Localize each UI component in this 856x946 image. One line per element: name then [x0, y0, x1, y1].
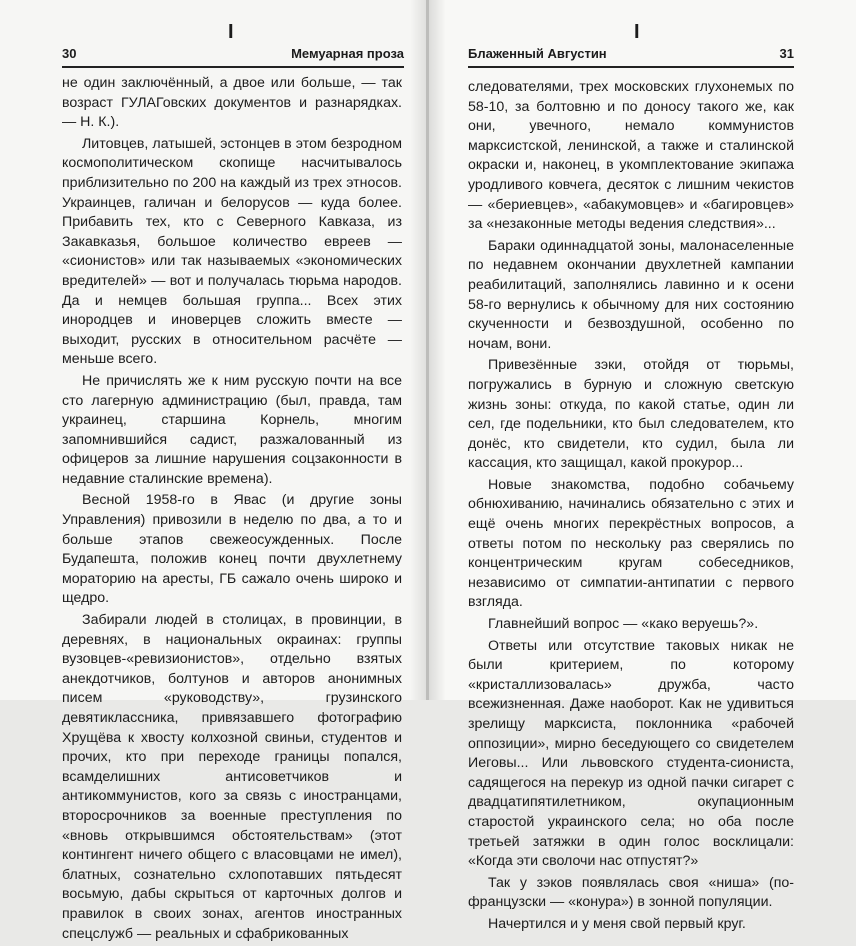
running-header — [468, 44, 794, 64]
paragraph: не один заключённый, а двое или больше, — так возраст ГУЛАГовских документов и разнарядках. — Н. К.). — [62, 75, 402, 131]
header-rule — [468, 66, 794, 68]
section-marker: I — [634, 21, 640, 43]
paragraph: Ответы или отсутствие таковых никак не были критерием, по которому «кристаллизовалась» дружба, часто всежизненная. Даже наоборот. Как не удивиться зрелищу марксиста, поклонника «рабочей оппозиции», мирно беседующего со свидетелем Иеговы... Или львовского студента-сиониста, садящегося на перекур из одной пачки сигарет с двадцатипятилетником, окупационным старостой украинского села; но оба после третьей затяжки в один голос восклицали: «Когда эти сволочи нас отпустят?» — [468, 637, 794, 870]
paragraph: Весной 1958-го в Явас (и другие зоны Управления) привозили в неделю по два, а то и больше этапов свежеосужденных. После Будапешта, положив конец почти двухлетнему мораторию на аресты, ГБ сажало очень широко и щедро. — [62, 492, 402, 607]
header-rule — [62, 66, 404, 68]
left-page — [0, 0, 428, 942]
paragraph: Так у зэков появлялась своя «ниша» (по-французски — «конура») в зонной популяции. — [468, 874, 794, 911]
right-page — [428, 0, 856, 932]
paragraph: Главнейший вопрос — «како веруешь?». — [488, 616, 759, 633]
paragraph: Начертился и у меня свой первый круг. — [488, 915, 746, 932]
paragraph: Не причислять же к ним русскую почти на все сто лагерную администрацию (был, правда, там украинец, старшина Корнель, многим запомнившийся садист, разжалованный из офицеров за лишние нарушения соцзаконности в недавние сталинские времена). — [62, 372, 402, 487]
paragraph: Новые знакомства, подобно собачьему обнюхиванию, начинались обязательно с этих и ещё очень многих перекрёстных вопросов, а ответы потом по нескольку раз сверялись по концентрическим кругам собеседников, независимо от симпатии-антипатии с первого взгляда. — [468, 476, 794, 611]
paragraph: Привезённые зэки, отойдя от тюрьмы, погружались в бурную и сложную светскую жизнь зоны: откуда, по какой статье, один ли сел, где подельники, кто был следователем, кто донёс, кто свидетели, кто судил, была ли кассация, кто защищал, какой прокурор... — [468, 357, 794, 472]
page-number: 31 — [779, 46, 794, 61]
gutter-shadow — [428, 0, 446, 700]
section-marker: I — [228, 21, 234, 43]
page-number: 30 — [62, 46, 77, 61]
running-title: Мемуарная проза — [291, 46, 404, 61]
book-spine — [426, 0, 429, 700]
page-body — [62, 74, 402, 946]
paragraph: Бараки одиннадцатой зоны, малонаселенные по недавнем окончании двухлетней кампании реабилитаций, заполнялись лавинно и к осени 58-го вернулись к обычному для них состоянию скученности и безвоздушной, особенно по ночам, вони. — [468, 237, 794, 352]
running-header — [62, 44, 404, 64]
running-title: Блаженный Августин — [468, 46, 607, 61]
paragraph: следователями, трех московских глухонемых по 58-10, за болтовню и по доносу такого же, как они, увечного, немало коммунистов марксистской, ленинской, а также и сталинской окраски и, наконец, в укомплектование экипажа уродливого ковчега, десяток с лишним чекистов — «бериевцев», «абакумовцев» и «багировцев» за «незаконные методы ведения следствия»... — [468, 79, 794, 233]
paragraph: Забирали людей в столицах, в провинции, в деревнях, в национальных окраинах: группы вузовцев-«ревизионистов», отдельно взятых анекдотчиков, болтунов и авторов анонимных писем «руководству», грузинского девятиклассника, привязавшего фотографию Хрущёва к хвосту колхозной свиньи, студентов и прочих, кто при переходе границы попался, всамделишних антисоветчиков и антикоммунистов, кого за связь с иностранцами, второсрочников за военные преступления по «вновь открывшимся обстоятельствам» (этот контингент ничего общего с власовцами не имел), блатных, сознательно схлопотавших пятьдесят восьмую, дабы скрыться от карточных долгов и правилок в своих зонах, агентов иностранных спецслужб — реальных и сфабрикованных — [62, 612, 402, 942]
page-body — [468, 78, 794, 937]
paragraph: Литовцев, латышей, эстонцев в этом безродном космополитическом скопище насчитывалось приблизительно по 200 на каждый из трех этносов. Украинцев, галичан и белорусов — куда более. Прибавить тех, кто с Северного Кавказа, из Закавказья, большое количество евреев — «сионистов» или так называемых «экономических вредителей» — вот и получалась тюрьма народов. Да и немцев большая группа... Всех этих инородцев и иноверцев сложить вместе — выходит, русских в относительном расчёте — меньше всего. — [62, 135, 402, 368]
